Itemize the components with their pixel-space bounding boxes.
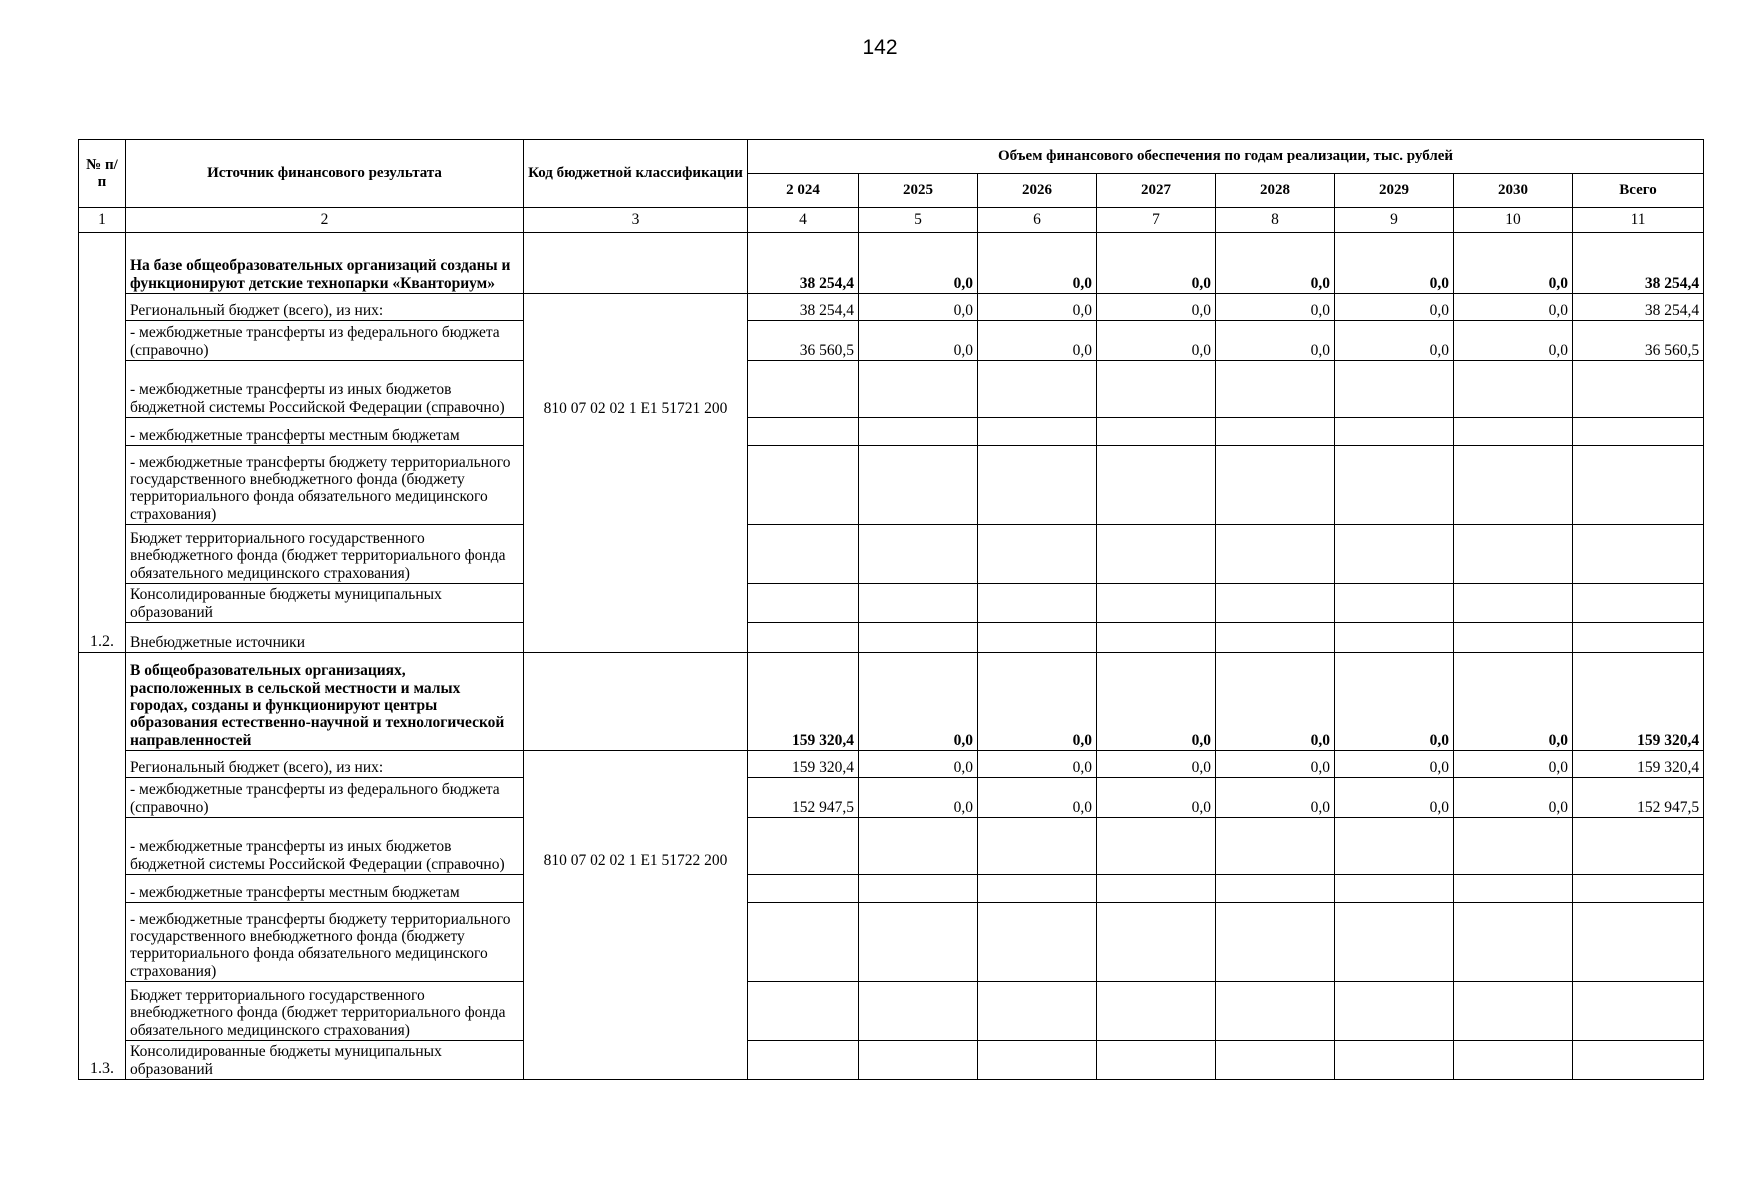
header-year: 2025: [859, 174, 978, 208]
value-cell: 0,0: [978, 778, 1097, 818]
value-cell: 38 254,4: [748, 294, 859, 321]
source-label: - межбюджетные трансферты из иных бюджетов бюджетной системы Российской Федерации (справочно): [126, 361, 524, 418]
table-row: [79, 233, 1704, 294]
column-number: 6: [978, 208, 1097, 233]
value-cell: [1335, 361, 1454, 418]
value-cell: [748, 361, 859, 418]
table-row: [79, 903, 1704, 982]
value-cell: [748, 418, 859, 446]
value-cell: [1335, 818, 1454, 875]
value-cell: 159 320,4: [748, 751, 859, 778]
header-code: Код бюджетной классификации: [524, 140, 748, 208]
value-cell: 0,0: [1335, 233, 1454, 294]
value-cell: 0,0: [1454, 233, 1573, 294]
source-label: - межбюджетные трансферты из иных бюджетов бюджетной системы Российской Федерации (справочно): [126, 818, 524, 875]
header-year: 2026: [978, 174, 1097, 208]
value-cell: 0,0: [1097, 321, 1216, 361]
page-number: 142: [862, 36, 898, 59]
value-cell: [1216, 818, 1335, 875]
value-cell: [1216, 418, 1335, 446]
value-cell: 0,0: [1454, 751, 1573, 778]
value-cell: 0,0: [859, 233, 978, 294]
value-cell: [859, 818, 978, 875]
value-cell: [748, 446, 859, 525]
value-cell: 152 947,5: [1573, 778, 1704, 818]
source-label: Региональный бюджет (всего), из них:: [126, 294, 524, 321]
table-row: [79, 446, 1704, 525]
value-cell: [1454, 623, 1573, 653]
value-cell: 0,0: [1216, 751, 1335, 778]
value-cell: [978, 818, 1097, 875]
value-cell: [1454, 584, 1573, 623]
section-number: 1.3.: [79, 653, 126, 1080]
value-cell: [1573, 903, 1704, 982]
header-year: 2 024: [748, 174, 859, 208]
table-row: [79, 875, 1704, 903]
value-cell: 38 254,4: [748, 233, 859, 294]
value-cell: 0,0: [1216, 321, 1335, 361]
value-cell: [978, 418, 1097, 446]
value-cell: 0,0: [978, 653, 1097, 751]
value-cell: 0,0: [1097, 294, 1216, 321]
value-cell: [1097, 584, 1216, 623]
value-cell: 0,0: [1216, 294, 1335, 321]
financing-table: [78, 139, 1704, 1080]
value-cell: [1335, 875, 1454, 903]
source-label: Региональный бюджет (всего), из них:: [126, 751, 524, 778]
value-cell: [748, 903, 859, 982]
value-cell: [978, 875, 1097, 903]
table-row: [79, 778, 1704, 818]
source-label: Консолидированные бюджеты муниципальных образований: [126, 584, 524, 623]
value-cell: [1573, 875, 1704, 903]
value-cell: [1097, 982, 1216, 1041]
value-cell: [1454, 418, 1573, 446]
value-cell: 0,0: [1097, 653, 1216, 751]
value-cell: [1097, 1041, 1216, 1080]
column-number: 3: [524, 208, 748, 233]
table-body: [79, 233, 1704, 1080]
value-cell: 0,0: [1454, 321, 1573, 361]
value-cell: [978, 584, 1097, 623]
source-label: Консолидированные бюджеты муниципальных образований: [126, 1041, 524, 1080]
value-cell: 36 560,5: [1573, 321, 1704, 361]
value-cell: 0,0: [859, 653, 978, 751]
value-cell: 159 320,4: [748, 653, 859, 751]
value-cell: [1335, 418, 1454, 446]
value-cell: [1216, 584, 1335, 623]
value-cell: 0,0: [1454, 294, 1573, 321]
value-cell: [1335, 623, 1454, 653]
section-number: 1.2.: [79, 233, 126, 653]
value-cell: [1097, 446, 1216, 525]
value-cell: [978, 525, 1097, 584]
header-year: 2030: [1454, 174, 1573, 208]
table-row: [79, 653, 1704, 751]
value-cell: [1573, 818, 1704, 875]
value-cell: [1097, 525, 1216, 584]
value-cell: [1097, 818, 1216, 875]
value-cell: [1454, 875, 1573, 903]
table-row: [79, 623, 1704, 653]
value-cell: [1573, 361, 1704, 418]
value-cell: [1573, 982, 1704, 1041]
value-cell: [1097, 903, 1216, 982]
value-cell: [748, 982, 859, 1041]
value-cell: 0,0: [859, 751, 978, 778]
header-year: 2028: [1216, 174, 1335, 208]
table-row: [79, 584, 1704, 623]
column-number: 11: [1573, 208, 1704, 233]
source-label: - межбюджетные трансферты из федерального бюджета (справочно): [126, 778, 524, 818]
source-label: - межбюджетные трансферты местным бюджетам: [126, 418, 524, 446]
value-cell: 0,0: [1335, 294, 1454, 321]
source-label: - межбюджетные трансферты бюджету территориального государственного внебюджетного фонда (бюджету территориального фонда обязательного медицинского страхования): [126, 446, 524, 525]
value-cell: [1216, 446, 1335, 525]
value-cell: 0,0: [1216, 233, 1335, 294]
value-cell: [1216, 982, 1335, 1041]
column-number: 9: [1335, 208, 1454, 233]
value-cell: [1335, 584, 1454, 623]
value-cell: [1216, 875, 1335, 903]
value-cell: 0,0: [1097, 233, 1216, 294]
value-cell: 0,0: [978, 294, 1097, 321]
value-cell: 38 254,4: [1573, 294, 1704, 321]
value-cell: [1454, 361, 1573, 418]
value-cell: 0,0: [1097, 778, 1216, 818]
table-row: [79, 294, 1704, 321]
value-cell: [1216, 903, 1335, 982]
value-cell: [978, 623, 1097, 653]
value-cell: [1216, 1041, 1335, 1080]
value-cell: [859, 584, 978, 623]
table-row: [79, 418, 1704, 446]
budget-code: 810 07 02 02 1 E1 51722 200: [524, 751, 748, 1080]
value-cell: 0,0: [978, 321, 1097, 361]
value-cell: [748, 818, 859, 875]
value-cell: [1216, 361, 1335, 418]
column-number: 5: [859, 208, 978, 233]
value-cell: 159 320,4: [1573, 751, 1704, 778]
source-label: Внебюджетные источники: [126, 623, 524, 653]
value-cell: [748, 623, 859, 653]
header-source: Источник финансового результата: [126, 140, 524, 208]
value-cell: 0,0: [1454, 778, 1573, 818]
value-cell: [1097, 623, 1216, 653]
column-number: 4: [748, 208, 859, 233]
budget-code: 810 07 02 02 1 E1 51721 200: [524, 294, 748, 653]
value-cell: 152 947,5: [748, 778, 859, 818]
table-row: [79, 361, 1704, 418]
value-cell: [859, 1041, 978, 1080]
source-label: На базе общеобразовательных организаций созданы и функционируют детские технопарки «Кванториум»: [126, 233, 524, 294]
value-cell: [748, 584, 859, 623]
value-cell: [1097, 361, 1216, 418]
value-cell: [859, 623, 978, 653]
source-label: В общеобразовательных организациях, расположенных в сельской местности и малых городах, созданы и функционируют центры образования естественно-научной и технологической направленностей: [126, 653, 524, 751]
value-cell: 0,0: [1216, 778, 1335, 818]
value-cell: 0,0: [978, 233, 1097, 294]
code-cell-empty: [524, 653, 748, 751]
code-cell-empty: [524, 233, 748, 294]
header-year: Всего: [1573, 174, 1704, 208]
value-cell: 0,0: [978, 751, 1097, 778]
source-label: - межбюджетные трансферты бюджету территориального государственного внебюджетного фонда (бюджету территориального фонда обязательного медицинского страхования): [126, 903, 524, 982]
value-cell: [748, 875, 859, 903]
value-cell: 0,0: [859, 321, 978, 361]
value-cell: 0,0: [1097, 751, 1216, 778]
column-number: 7: [1097, 208, 1216, 233]
value-cell: [978, 361, 1097, 418]
value-cell: 0,0: [1335, 653, 1454, 751]
table-row: [79, 818, 1704, 875]
value-cell: [1454, 1041, 1573, 1080]
value-cell: [748, 1041, 859, 1080]
header-num: № п/п: [79, 140, 126, 208]
table-row: [79, 751, 1704, 778]
value-cell: [978, 446, 1097, 525]
value-cell: 36 560,5: [748, 321, 859, 361]
value-cell: [859, 418, 978, 446]
value-cell: 0,0: [1454, 653, 1573, 751]
value-cell: 0,0: [1335, 321, 1454, 361]
value-cell: [1454, 982, 1573, 1041]
value-cell: [859, 875, 978, 903]
column-number: 1: [79, 208, 126, 233]
table-row: [79, 321, 1704, 361]
value-cell: [1454, 446, 1573, 525]
source-label: - межбюджетные трансферты из федерального бюджета (справочно): [126, 321, 524, 361]
value-cell: [1454, 903, 1573, 982]
value-cell: [1573, 584, 1704, 623]
value-cell: [1335, 1041, 1454, 1080]
value-cell: [1573, 418, 1704, 446]
value-cell: [978, 1041, 1097, 1080]
value-cell: [859, 446, 978, 525]
column-number: 10: [1454, 208, 1573, 233]
value-cell: [748, 525, 859, 584]
header-volume: Объем финансового обеспечения по годам реализации, тыс. рублей: [748, 140, 1704, 174]
table-header: [79, 140, 1704, 233]
value-cell: [1335, 525, 1454, 584]
value-cell: [1335, 903, 1454, 982]
value-cell: [1335, 982, 1454, 1041]
header-year: 2029: [1335, 174, 1454, 208]
value-cell: [1573, 446, 1704, 525]
column-number: 8: [1216, 208, 1335, 233]
value-cell: [1097, 875, 1216, 903]
value-cell: [1454, 818, 1573, 875]
value-cell: 38 254,4: [1573, 233, 1704, 294]
column-number: 2: [126, 208, 524, 233]
value-cell: [978, 982, 1097, 1041]
table-row: [79, 982, 1704, 1041]
source-label: Бюджет территориального государственного внебюджетного фонда (бюджет территориального фонда обязательного медицинского страхования): [126, 982, 524, 1041]
value-cell: [859, 903, 978, 982]
value-cell: 0,0: [1335, 751, 1454, 778]
value-cell: [1216, 525, 1335, 584]
value-cell: 159 320,4: [1573, 653, 1704, 751]
header-year: 2027: [1097, 174, 1216, 208]
source-label: - межбюджетные трансферты местным бюджетам: [126, 875, 524, 903]
table-row: [79, 525, 1704, 584]
value-cell: [1573, 623, 1704, 653]
value-cell: [1216, 623, 1335, 653]
value-cell: [1573, 1041, 1704, 1080]
value-cell: [1097, 418, 1216, 446]
value-cell: [859, 525, 978, 584]
value-cell: [859, 982, 978, 1041]
source-label: Бюджет территориального государственного внебюджетного фонда (бюджет территориального фонда обязательного медицинского страхования): [126, 525, 524, 584]
value-cell: 0,0: [1335, 778, 1454, 818]
value-cell: [978, 903, 1097, 982]
value-cell: [1335, 446, 1454, 525]
value-cell: [1573, 525, 1704, 584]
table-row: [79, 1041, 1704, 1080]
value-cell: [859, 361, 978, 418]
value-cell: [1454, 525, 1573, 584]
value-cell: 0,0: [859, 294, 978, 321]
value-cell: 0,0: [859, 778, 978, 818]
value-cell: 0,0: [1216, 653, 1335, 751]
